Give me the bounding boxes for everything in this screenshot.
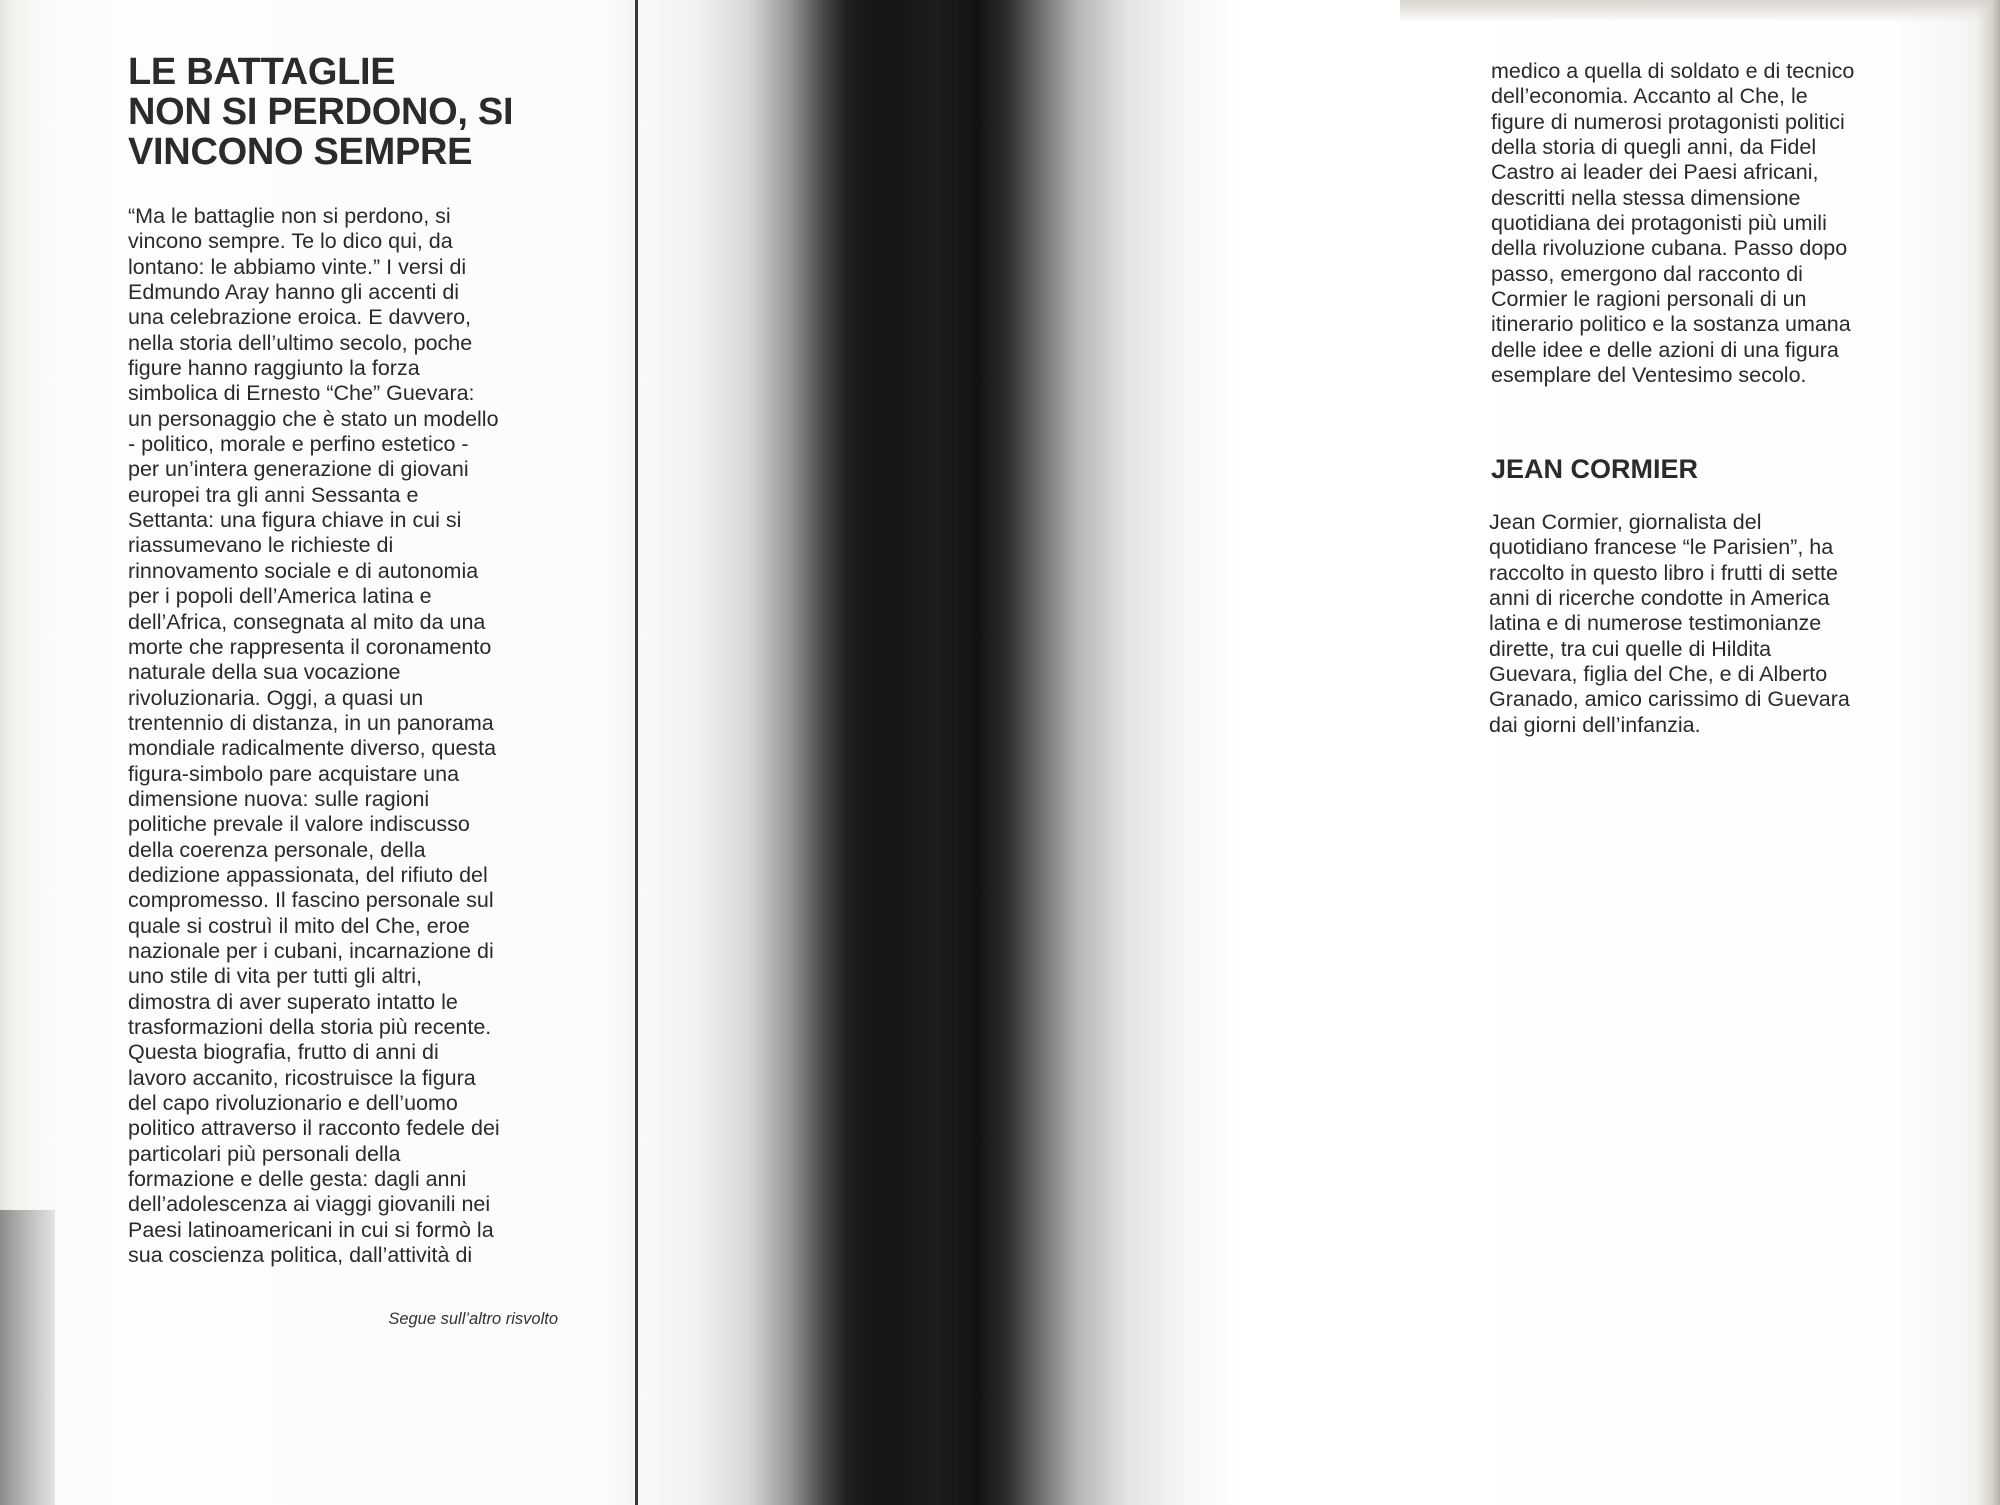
text-line: vincono sempre. Te lo dico qui, da: [128, 229, 453, 254]
text-line: politico attraverso il racconto fedele dei: [128, 1116, 500, 1141]
right-flap-side-edge: [1978, 0, 2000, 1505]
text-line: esemplare del Ventesimo secolo.: [1491, 363, 1807, 388]
text-line: figure hanno raggiunto la forza: [128, 356, 420, 381]
text-line: Edmundo Aray hanno gli accenti di: [128, 280, 460, 305]
text-line: Paesi latinoamericani in cui si formò la: [128, 1217, 494, 1242]
text-line: sua coscienza politica, dall’attività di: [128, 1243, 473, 1268]
main-heading-line: VINCONO SEMPRE: [128, 131, 473, 173]
text-line: Cormier le ragioni personali di un: [1491, 287, 1807, 312]
text-line: Granado, amico carissimo di Guevara: [1489, 687, 1850, 712]
text-line: simbolica di Ernesto “Che” Guevara:: [128, 381, 475, 406]
text-line: medico a quella di soldato e di tecnico: [1491, 59, 1855, 83]
text-line: lavoro accanito, ricostruisce la figura: [128, 1065, 476, 1090]
text-line: nella storia dell’ultimo secolo, poche: [128, 330, 473, 355]
main-heading-line: NON SI PERDONO, SI: [128, 91, 514, 133]
text-line: naturale della sua vocazione: [128, 660, 401, 685]
main-heading-line: LE BATTAGLIE: [128, 51, 396, 93]
text-line: per i popoli dell’America latina e: [128, 584, 432, 609]
text-line: trasformazioni della storia più recente.: [128, 1015, 492, 1039]
left-flap-shadow: [0, 1210, 55, 1505]
text-line: per un’intera generazione di giovani: [128, 457, 469, 482]
text-line: una celebrazione eroica. E davvero,: [128, 305, 472, 330]
text-line: del capo rivoluzionario e dell’uomo: [128, 1091, 458, 1116]
text-line: trentennio di distanza, in un panorama: [128, 710, 494, 735]
text-line: delle idee e delle azioni di una figura: [1491, 337, 1839, 362]
text-line: della rivoluzione cubana. Passo dopo: [1491, 236, 1848, 261]
text-line: raccolto in questo libro i frutti di sette: [1489, 560, 1838, 585]
text-line: - politico, morale e perfino estetico -: [128, 432, 469, 457]
text-line: figure di numerosi protagonisti politici: [1491, 109, 1845, 134]
text-line: Questa biografia, frutto di anni di: [128, 1040, 439, 1065]
text-line: nazionale per i cubani, incarnazione di: [128, 938, 494, 963]
text-line: dell’economia. Accanto al Che, le: [1491, 84, 1808, 109]
text-line: riassumevano le richieste di: [128, 533, 394, 558]
text-line: latina e di numerose testimonianze: [1489, 611, 1822, 636]
text-line: passo, emergono dal racconto di: [1491, 261, 1803, 286]
author-heading: JEAN CORMIER: [1491, 454, 1699, 484]
main-heading: [128, 52, 608, 172]
text-line: anni di ricerche condotte in America: [1489, 586, 1830, 611]
text-line: quotidiana dei protagonisti più umili: [1491, 211, 1827, 236]
left-flap-body-text: [128, 204, 588, 1268]
text-line: dai giorni dell’infanzia.: [1489, 712, 1701, 737]
text-line: quale si costruì il mito del Che, eroe: [128, 913, 470, 938]
right-flap-top-edge: [1400, 0, 2000, 22]
text-line: compromesso. Il fascino personale sul: [128, 888, 494, 913]
text-line: lontano: le abbiamo vinte.” I versi di: [128, 254, 467, 279]
text-line: figura-simbolo pare acquistare una: [128, 761, 460, 786]
text-line: dell’Africa, consegnata al mito da una: [128, 609, 486, 634]
book-spine-gutter: [638, 0, 1243, 1505]
text-line: rivoluzionaria. Oggi, a quasi un: [128, 685, 424, 710]
text-line: rinnovamento sociale e di autonomia: [128, 558, 479, 583]
text-line: particolari più personali della: [128, 1141, 401, 1166]
right-flap-body-text: [1491, 59, 1931, 388]
text-line: “Ma le battaglie non si perdono, si: [128, 204, 451, 228]
text-line: dell’adolescenza ai viaggi giovanili nei: [128, 1192, 491, 1217]
text-line: europei tra gli anni Sessanta e: [128, 482, 419, 507]
text-line: itinerario politico e la sostanza umana: [1491, 312, 1851, 337]
text-line: politiche prevale il valore indiscusso: [128, 812, 470, 837]
text-line: quotidiano francese “le Parisien”, ha: [1489, 535, 1834, 560]
text-line: dimensione nuova: sulle ragioni: [128, 786, 430, 811]
author-bio-text: [1489, 510, 1929, 738]
text-line: descritti nella stessa dimensione: [1491, 185, 1801, 210]
text-line: uno stile di vita per tutti gli altri,: [128, 964, 422, 989]
text-line: della coerenza personale, della: [128, 837, 426, 862]
text-line: dimostra di aver superato intatto le: [128, 989, 458, 1014]
text-line: un personaggio che è stato un modello: [128, 406, 499, 431]
text-line: mondiale radicalmente diverso, questa: [128, 736, 497, 761]
text-line: morte che rappresenta il coronamento: [128, 634, 492, 659]
continuation-note: Segue sull’altro risvolto: [388, 1310, 558, 1328]
text-line: Castro ai leader dei Paesi africani,: [1491, 160, 1819, 185]
text-line: dedizione appassionata, del rifiuto del: [128, 862, 488, 887]
text-line: formazione e delle gesta: dagli anni: [128, 1167, 467, 1192]
text-line: della storia di quegli anni, da Fidel: [1491, 135, 1817, 160]
text-line: Guevara, figlia del Che, e di Alberto: [1489, 662, 1828, 687]
text-line: Settanta: una figura chiave in cui si: [128, 508, 462, 533]
text-line: dirette, tra cui quelle di Hildita: [1489, 636, 1772, 661]
text-line: Jean Cormier, giornalista del: [1489, 510, 1762, 534]
